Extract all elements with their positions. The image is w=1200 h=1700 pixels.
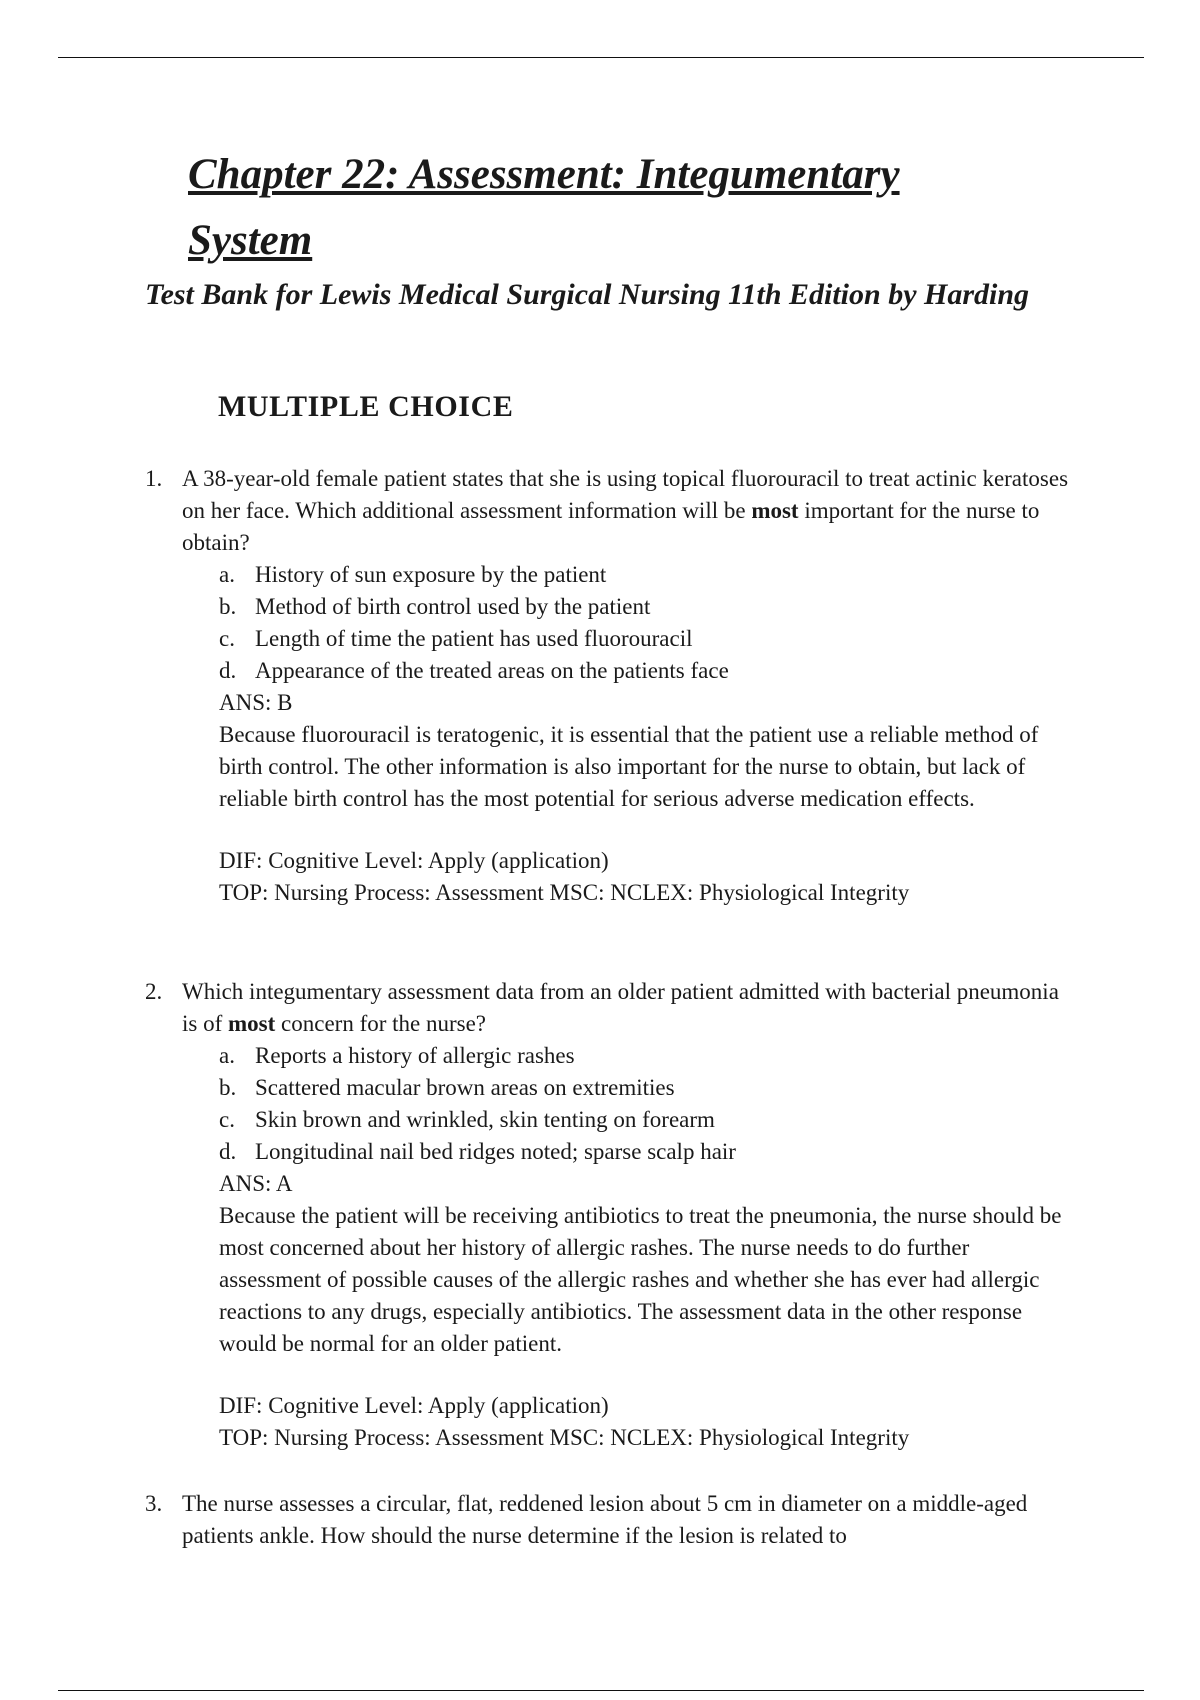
subtitle: Test Bank for Lewis Medical Surgical Nursing 11th Edition by Harding xyxy=(145,278,1030,311)
emphasis-most: most xyxy=(228,1011,276,1036)
topic: TOP: Nursing Process: Assessment MSC: NCLEX: Physiological Integrity xyxy=(219,1425,910,1450)
answer: ANS: B xyxy=(219,690,293,715)
difficulty: DIF: Cognitive Level: Apply (application) xyxy=(219,1393,609,1418)
bottom-rule xyxy=(58,1690,1144,1691)
option-a: a. Reports a history of allergic rashes xyxy=(219,1043,575,1068)
difficulty: DIF: Cognitive Level: Apply (application) xyxy=(219,848,609,873)
question-stem: A 38-year-old female patient states that she is using topical fluorouracil to treat actinic keratoses on her face. Which additional assessment information will be most important for the nurse to obtain? xyxy=(182,466,1069,555)
chapter-title-line2: System xyxy=(188,217,313,264)
option-d: d. Longitudinal nail bed ridges noted; sparse scalp hair xyxy=(219,1139,736,1164)
question-stem: The nurse assesses a circular, flat, reddened lesion about 5 cm in diameter on a middle-aged patients ankle. How should the nurse determine if the lesion is related to xyxy=(182,1491,1028,1548)
top-rule xyxy=(58,57,1144,58)
question-3 xyxy=(145,1488,1075,1552)
chapter-title xyxy=(188,142,1068,274)
question-number: 1. xyxy=(145,466,163,491)
topic: TOP: Nursing Process: Assessment MSC: NCLEX: Physiological Integrity xyxy=(219,880,910,905)
option-d: d. Appearance of the treated areas on the patients face xyxy=(219,658,729,683)
question-stem: Which integumentary assessment data from an older patient admitted with bacterial pneumonia is of most concern for the nurse? xyxy=(182,979,1059,1036)
chapter-title-line1: Chapter 22: Assessment: Integumentary xyxy=(188,151,900,198)
option-b: b. Scattered macular brown areas on extremities xyxy=(219,1075,675,1100)
question-number: 2. xyxy=(145,979,163,1004)
question-1 xyxy=(145,463,1075,909)
rationale: Because fluorouracil is teratogenic, it is essential that the patient use a reliable method of birth control. The other information is also important for the nurse to obtain, but lack of reliable birth control has the most potential for serious adverse medication effects. xyxy=(219,722,1039,811)
option-c: c. Skin brown and wrinkled, skin tenting on forearm xyxy=(219,1107,715,1132)
rationale: Because the patient will be receiving antibiotics to treat the pneumonia, the nurse should be most concerned about her history of allergic rashes. The nurse needs to do further assessment of possible causes of the allergic rashes and whether she has ever had allergic reactions to any drugs, especially antibiotics. The assessment data in the other response would be normal for an older patient. xyxy=(219,1203,1062,1356)
option-c: c. Length of time the patient has used fluorouracil xyxy=(219,626,693,651)
answer: ANS: A xyxy=(219,1171,293,1196)
option-b: b. Method of birth control used by the patient xyxy=(219,594,651,619)
option-a: a. History of sun exposure by the patient xyxy=(219,562,607,587)
section-heading: MULTIPLE CHOICE xyxy=(218,390,514,423)
emphasis-most: most xyxy=(751,498,799,523)
question-number: 3. xyxy=(145,1491,163,1516)
question-2 xyxy=(145,976,1075,1454)
